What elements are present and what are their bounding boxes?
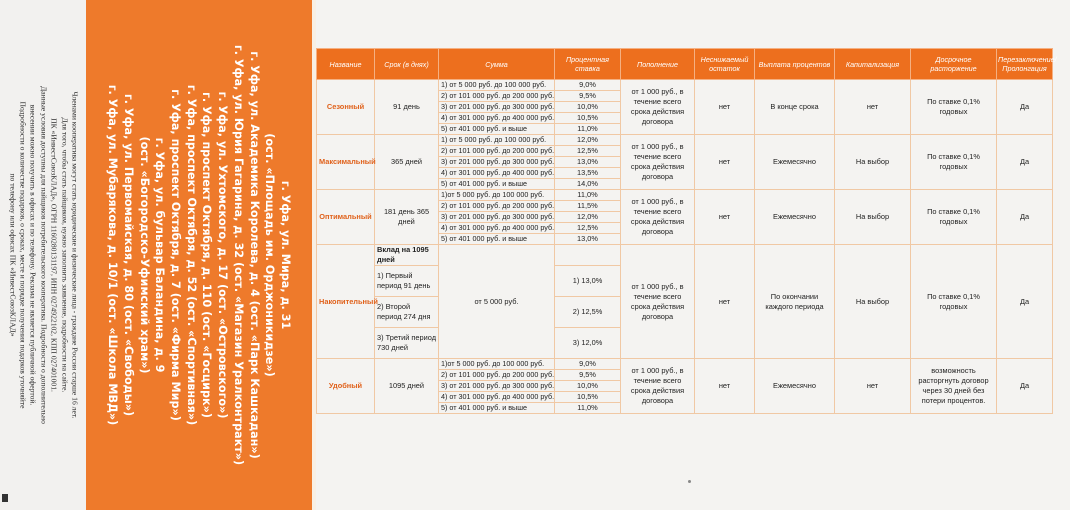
header-rate: Процентная ставка (555, 49, 621, 80)
rate-blank (555, 245, 621, 266)
table-row (317, 80, 1053, 91)
period-cell: 3) Третий период 730 дней (375, 328, 439, 359)
table-body (317, 80, 1053, 414)
table-row (317, 359, 1053, 370)
payout-cell: Ежемесячно (755, 135, 835, 190)
address-line: (ост. «Богородско-Уфимский храм») (137, 136, 151, 374)
table-row (317, 245, 1053, 266)
term-title: Вклад на 1095 дней (375, 245, 439, 266)
capitalization-cell: На выбор (835, 135, 911, 190)
address-line: г. Уфа, проспект Октября, д. 110 (ост. «Госцирк») (200, 92, 214, 418)
deposit-name: Максимальный (317, 135, 375, 190)
header-early-termination: Досрочное расторжение (911, 49, 997, 80)
header-term: Срок (в днях) (375, 49, 439, 80)
table-row (317, 190, 1053, 201)
amount-cell: 1) от 5 000 руб. до 100 000 руб. (439, 135, 555, 146)
rate-cell: 12,0% (555, 135, 621, 146)
disclaimer-line: ПК «ИнвестСоюзКЛАД», ОГРН 1160280131197, ИНН 0274922102, КПП 027401001. (49, 118, 59, 392)
payout-cell: По окончании каждого периода (755, 245, 835, 359)
payout-cell: Ежемесячно (755, 190, 835, 245)
disclaimer-line: по телефону или офисах ПК «ИнвестСоюзКЛАД» (7, 173, 17, 337)
payout-cell: Ежемесячно (755, 359, 835, 414)
amount-cell: 5) от 401 000 руб. и выше (439, 403, 555, 414)
amount-cell: 1)от 5 000 руб. до 100 000 руб. (439, 359, 555, 370)
amount-cell: 3) от 201 000 руб. до 300 000 руб. (439, 157, 555, 168)
deposit-name: Удобный (317, 359, 375, 414)
rate-cell: 1) 13,0% (555, 266, 621, 297)
deposit-name: Накопительный (317, 245, 375, 359)
prolongation-cell: Да (997, 135, 1053, 190)
deposit-rates-table (316, 48, 1057, 414)
address-line: г. Уфа, ул. Юрия Гагарина, д. 32 (ост. «Магазин Уралконтракт») (232, 44, 246, 466)
rate-cell: 13,0% (555, 234, 621, 245)
office-addresses-panel (86, 0, 312, 510)
address-line: г. Уфа, ул. Первомайская, д. 80 (ост. «Свободы») (122, 93, 136, 417)
address-line: г. Уфа, ул. Мира, д. 31 (279, 180, 293, 330)
address-line: г. Уфа, ул. бульвар Баландина, д. 9 (153, 137, 167, 373)
amount-cell: 2) от 101 000 руб. до 200 000 руб. (439, 201, 555, 212)
disclaimer-line: внесении можно получить в офисах и по телефону. Реклама не является публичной офертой. (28, 104, 38, 406)
rate-cell: 11,0% (555, 124, 621, 135)
amount-cell: 4) от 301 000 руб. до 400 000 руб. (439, 392, 555, 403)
rate-cell: 10,5% (555, 392, 621, 403)
capitalization-cell: нет (835, 80, 911, 135)
deposit-name: Сезонный (317, 80, 375, 135)
rate-cell: 10,0% (555, 102, 621, 113)
amount-cell: 3) от 201 000 руб. до 300 000 руб. (439, 381, 555, 392)
min-balance-cell: нет (695, 135, 755, 190)
rate-cell: 13,0% (555, 157, 621, 168)
header-capitalization: Капитализация (835, 49, 911, 80)
early-termination-cell: По ставке 0,1% годовых (911, 190, 997, 245)
amount-cell: 1)от 5 000 руб. до 100 000 руб. (439, 190, 555, 201)
amount-cell: 2) от 101 000 руб. до 200 000 руб. (439, 146, 555, 157)
address-line: г. Уфа, ул. Мубарякова, д. 10/1 (ост. «Школа МВД») (106, 84, 120, 426)
disclaimer-line: Подробности о количестве подарков, о сроках, месте и порядке получения подарков уточняйте (18, 101, 28, 409)
early-termination-cell: По ставке 0,1% годовых (911, 245, 997, 359)
disclaimer-text (7, 5, 80, 505)
amount-cell: 4) от 301 000 руб. до 400 000 руб. (439, 113, 555, 124)
replenish-cell: от 1 000 руб., в течение всего срока действия договора (621, 135, 695, 190)
replenish-cell: от 1 000 руб., в течение всего срока действия договора (621, 80, 695, 135)
disclaimer-panel (0, 0, 86, 510)
header-payout: Выплата процентов (755, 49, 835, 80)
amount-cell: 5) от 401 000 руб. и выше (439, 179, 555, 190)
rate-cell: 9,0% (555, 359, 621, 370)
address-line: г. Уфа, ул. Ухтомского, д. 17 (ост. «Островского») (216, 91, 230, 419)
term-cell: 91 день (375, 80, 439, 135)
min-balance-cell: нет (695, 80, 755, 135)
min-balance-cell: нет (695, 245, 755, 359)
scan-mark (2, 494, 8, 502)
capitalization-cell: На выбор (835, 245, 911, 359)
address-line: г. Уфа, проспект Октября, д. 7 (ост. «Фирма Мир») (169, 89, 183, 421)
capitalization-cell: На выбор (835, 190, 911, 245)
disclaimer-line: Для того, чтобы стать пайщиком, нужно заполнить заявление, подробности на сайте. (60, 117, 70, 393)
prolongation-cell: Да (997, 245, 1053, 359)
min-balance-cell: нет (695, 359, 755, 414)
header-min-balance: Неснижаемый остаток (695, 49, 755, 80)
rate-cell: 10,0% (555, 381, 621, 392)
amount-cell: 5) от 401 000 руб. и выше (439, 124, 555, 135)
rate-cell: 9,0% (555, 80, 621, 91)
header-name: Название (317, 49, 375, 80)
amount-cell: 4) от 301 000 руб. до 400 000 руб. (439, 223, 555, 234)
header-amount: Сумма (439, 49, 555, 80)
amount-cell: 3) от 201 000 руб. до 300 000 руб. (439, 212, 555, 223)
address-line: г. Уфа, ул. Академика Королева, д. 4 (ост. «Парк Кашкадан») (247, 51, 261, 459)
header-replenish: Пополнение (621, 49, 695, 80)
rate-cell: 12,5% (555, 146, 621, 157)
table-row (317, 135, 1053, 146)
replenish-cell: от 1 000 руб., в течение всего срока действия договора (621, 245, 695, 359)
payout-cell: В конце срока (755, 80, 835, 135)
min-balance-cell: нет (695, 190, 755, 245)
period-cell: 2) Второй период 274 дня (375, 297, 439, 328)
early-termination-cell: возможность расторгнуть договор через 30 дней без потери процентов. (911, 359, 997, 414)
period-cell: 1) Первый период 91 день (375, 266, 439, 297)
rate-cell: 12,0% (555, 212, 621, 223)
rate-cell: 9,5% (555, 91, 621, 102)
replenish-cell: от 1 000 руб., в течение всего срока действия договора (621, 190, 695, 245)
prolongation-cell: Да (997, 359, 1053, 414)
rate-cell: 3) 12,0% (555, 328, 621, 359)
office-addresses-list (105, 5, 293, 505)
table-header-row (317, 49, 1053, 80)
early-termination-cell: По ставке 0,1% годовых (911, 135, 997, 190)
prolongation-cell: Да (997, 80, 1053, 135)
amount-cell: 3) от 201 000 руб. до 300 000 руб. (439, 102, 555, 113)
rate-cell: 14,0% (555, 179, 621, 190)
rate-cell: 11,0% (555, 403, 621, 414)
deposit-name: Оптимальный (317, 190, 375, 245)
term-cell: 365 дней (375, 135, 439, 190)
term-cell: 181 день 365 дней (375, 190, 439, 245)
amount-cell: 2) от 101 000 руб. до 200 000 руб. (439, 370, 555, 381)
amount-cell: 1) от 5 000 руб. до 100 000 руб. (439, 80, 555, 91)
rate-cell: 13,5% (555, 168, 621, 179)
replenish-cell: от 1 000 руб., в течение всего срока действия договора (621, 359, 695, 414)
rate-cell: 10,5% (555, 113, 621, 124)
rate-cell: 11,5% (555, 201, 621, 212)
amount-cell: 2) от 101 000 руб. до 200 000 руб. (439, 91, 555, 102)
term-cell: 1095 дней (375, 359, 439, 414)
rate-cell: 9,5% (555, 370, 621, 381)
amount-cell: 4) от 301 000 руб. до 400 000 руб. (439, 168, 555, 179)
disclaimer-line: Членами кооператива могут стать юридические и физические лица - граждане России старше 16 лет. (70, 91, 80, 419)
rate-cell: 2) 12,5% (555, 297, 621, 328)
amount-cell: от 5 000 руб. (439, 245, 555, 359)
address-line: (ост. «Площадь им. Орджоникидзе») (263, 133, 277, 377)
capitalization-cell: нет (835, 359, 911, 414)
rate-cell: 11,0% (555, 190, 621, 201)
scan-dot (688, 480, 691, 483)
header-prolongation: Перезаключение/ Пролонгация (997, 49, 1053, 80)
disclaimer-line: Данные условия доступны для пайщиков потребительского кооператива. Подробности о дополнительно (39, 86, 49, 424)
address-line: г. Уфа, проспект Октября, д. 52 (ост. «Спортивная») (185, 84, 198, 426)
early-termination-cell: По ставке 0,1% годовых (911, 80, 997, 135)
amount-cell: 5) от 401 000 руб. и выше (439, 234, 555, 245)
rate-cell: 12,5% (555, 223, 621, 234)
prolongation-cell: Да (997, 190, 1053, 245)
